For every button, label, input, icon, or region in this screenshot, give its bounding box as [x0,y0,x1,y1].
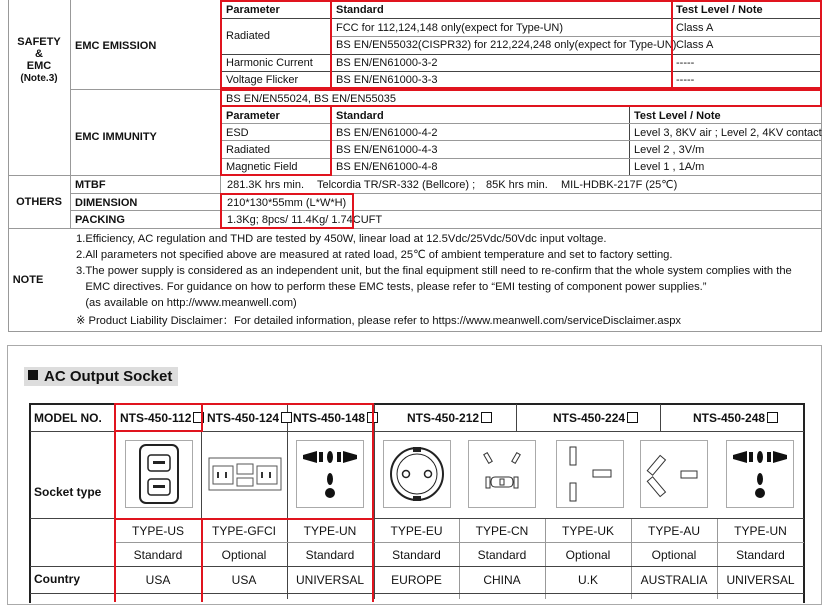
safety-label: SAFETY [17,36,61,48]
model-212[interactable]: NTS-450-212 [407,411,492,425]
type-cell: TYPE-UN [303,524,357,538]
availability-cell: Standard [392,548,441,562]
note-line-3: 3.The power supply is considered as an independent unit, but the final equipment still need to re-confirm that the whole system complies with the [76,265,792,277]
type-cell: TYPE-EU [390,524,443,538]
availability-cell: Optional [221,548,267,562]
socket-cn-image [468,440,536,508]
emission-level-1: Class A [676,22,714,34]
ac-socket-title: AC Output Socket [44,368,173,385]
note-line-4: EMC directives. For guidance on how to perform these EMC tests, please refer to “EMI testing of component power supplies.” [76,281,707,293]
dimension-label: DIMENSION [75,197,138,209]
square-bullet-icon [28,370,38,380]
socket-au-image [640,440,708,508]
note-line-1: 1.Efficiency, AC regulation and THD are tested by 450W, linear load at 12.5Vdc/25Vdc/50Vdc input voltage. [76,233,607,245]
country-cell: USA [145,573,171,587]
emission-std-3: BS EN/EN61000-3-2 [336,57,438,69]
socket-type-label: Socket type [34,485,102,499]
note-label: NOTE [12,274,44,286]
immunity-std-esd: BS EN/EN61000-4-2 [336,127,438,139]
type-cell: TYPE-CN [475,524,529,538]
immunity-header-parameter: Parameter [226,110,280,122]
emission-std-2: BS EN/EN55032(CISPR32) for 212,224,248 only(expect for Type-UN) [336,39,677,51]
mtbf-value-2: Telcordia TR/SR-332 (Bellcore) ; [317,179,476,191]
model-248[interactable]: NTS-450-248 [693,411,778,425]
emission-header-standard: Standard [336,4,384,16]
model-224[interactable]: NTS-450-224 [553,411,638,425]
immunity-level-magnetic: Level 1 , 1A/m [634,161,705,173]
ac-socket-heading [24,367,178,386]
note-line-2: 2.All parameters not specified above are measured at rated load, 25℃ of ambient temperature and set to factory setting. [76,249,673,261]
socket-eu-image [383,440,451,508]
availability-cell: Standard [133,548,183,562]
checkbox-icon[interactable] [193,412,204,423]
type-cell: TYPE-UK [561,524,614,538]
type-cell: TYPE-UN [734,524,787,538]
checkbox-icon[interactable] [481,412,492,423]
country-cell: CHINA [483,573,521,587]
mtbf-label: MTBF [75,179,106,191]
availability-cell: Optional [565,548,611,562]
immunity-param-radiated: Radiated [226,144,271,156]
country-cell: USA [231,573,257,587]
socket-un-image-2 [726,440,794,508]
emc-label: EMC [26,60,52,72]
dimension-value: 210*130*55mm (L*W*H) [227,197,347,209]
emission-std-1: FCC for 112,124,148 only(expect for Type-UN) [336,22,564,34]
others-label: OTHERS [16,196,62,208]
mtbf-value-1: 281.3K hrs min. [227,179,305,191]
socket-gfci-image [207,448,283,500]
socket-un-image [296,440,364,508]
country-cell: EUROPE [391,573,442,587]
type-cell: TYPE-GFCI [211,524,276,538]
mtbf-value-3: 85K hrs min. [486,179,548,191]
packing-value: 1.3Kg; 8pcs/ 11.4Kg/ 1.74CUFT [227,214,383,226]
socket-us-image [125,440,193,508]
emission-std-4: BS EN/EN61000-3-3 [336,74,438,86]
country-cell: UNIVERSAL [295,573,365,587]
country-cell: UNIVERSAL [726,573,795,587]
type-cell: TYPE-US [131,524,184,538]
mtbf-value-4: MIL-HDBK-217F (25℃) [561,179,678,191]
immunity-top-line: BS EN/EN55024, BS EN/EN55035 [226,93,396,105]
availability-cell: Standard [477,548,527,562]
checkbox-icon[interactable] [367,412,378,423]
immunity-param-magnetic: Magnetic Field [226,161,298,173]
type-cell: TYPE-AU [647,524,700,538]
country-cell: AUSTRALIA [640,573,708,587]
emission-param-harmonic: Harmonic Current [226,57,313,69]
note-line-5: (as available on http://www.meanwell.com) [76,297,297,309]
emission-level-3: ----- [676,57,695,69]
checkbox-icon[interactable] [627,412,638,423]
packing-label: PACKING [75,214,125,226]
checkbox-icon[interactable] [767,412,778,423]
country-label: Country [34,572,80,586]
immunity-level-esd: Level 3, 8KV air ; Level 2, 4KV contact [634,127,822,139]
immunity-header-level: Test Level / Note [634,110,721,122]
immunity-std-radiated: BS EN/EN61000-4-3 [336,144,438,156]
emc-emission-label: EMC EMISSION [75,40,157,52]
emission-param-radiated: Radiated [226,30,271,42]
ampersand-label: & [35,48,43,60]
availability-cell: Optional [651,548,697,562]
immunity-header-standard: Standard [336,110,384,122]
availability-cell: Standard [305,548,355,562]
emission-param-flicker: Voltage Flicker [226,74,299,86]
model-no-label: MODEL NO. [34,411,102,425]
immunity-param-esd: ESD [226,127,249,139]
note-line-6: ※ Product Liability Disclaimer：For detailed information, please refer to https://www.meanwell.com/serviceDisclaimer.aspx [76,315,682,327]
model-112[interactable]: NTS-450-112 [120,411,204,425]
country-cell: U.K [577,573,598,587]
emission-header-level: Test Level / Note [676,4,763,16]
model-124[interactable]: NTS-450-124 [207,411,292,425]
model-148[interactable]: NTS-450-148 [293,411,378,425]
availability-cell: Standard [736,548,785,562]
socket-uk-image [556,440,624,508]
emission-level-2: Class A [676,39,714,51]
immunity-level-radiated: Level 2 , 3V/m [634,144,705,156]
note3-label: (Note.3) [20,73,58,84]
emission-header-parameter: Parameter [226,4,280,16]
emc-immunity-label: EMC IMMUNITY [75,131,157,143]
emission-level-4: ----- [676,74,695,86]
immunity-std-magnetic: BS EN/EN61000-4-8 [336,161,438,173]
checkbox-icon[interactable] [281,412,292,423]
